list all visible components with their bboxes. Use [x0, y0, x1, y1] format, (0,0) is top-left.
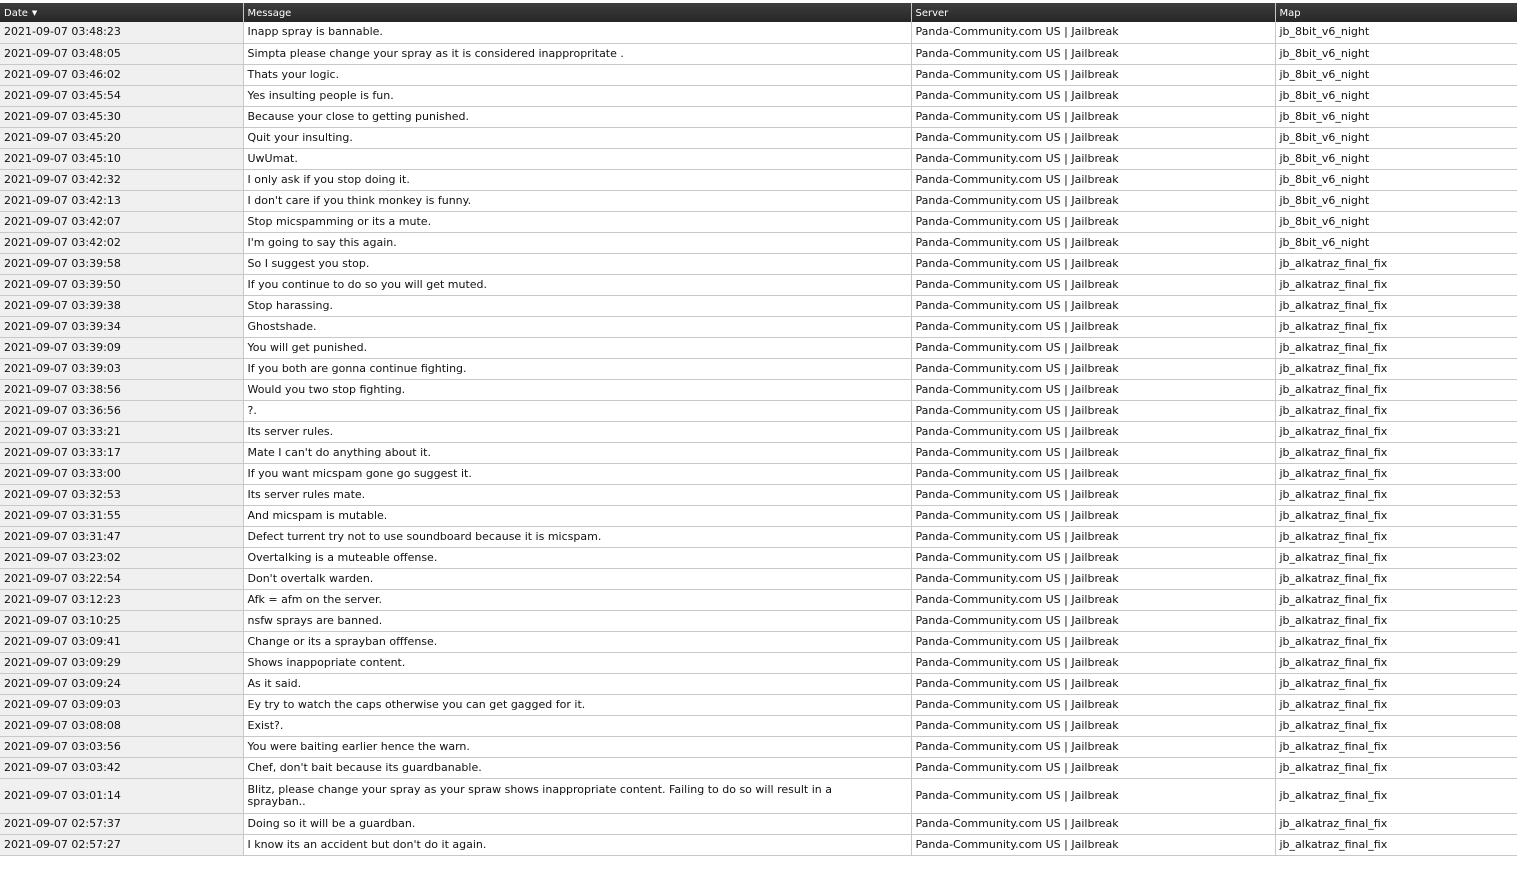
cell-date: 2021-09-07 03:33:21 — [0, 421, 243, 442]
cell-date: 2021-09-07 03:36:56 — [0, 400, 243, 421]
cell-server: Panda-Community.com US | Jailbreak — [911, 610, 1275, 631]
cell-server: Panda-Community.com US | Jailbreak — [911, 85, 1275, 106]
cell-map: jb_alkatraz_final_fix — [1275, 736, 1517, 757]
cell-date: 2021-09-07 03:33:00 — [0, 463, 243, 484]
cell-server: Panda-Community.com US | Jailbreak — [911, 358, 1275, 379]
cell-map: jb_alkatraz_final_fix — [1275, 631, 1517, 652]
cell-message: UwUmat. — [243, 148, 911, 169]
table-row[interactable] — [0, 715, 1517, 736]
cell-message: ?. — [243, 400, 911, 421]
cell-server: Panda-Community.com US | Jailbreak — [911, 64, 1275, 85]
cell-date: 2021-09-07 03:09:03 — [0, 694, 243, 715]
cell-server: Panda-Community.com US | Jailbreak — [911, 169, 1275, 190]
column-header-date[interactable] — [0, 3, 243, 22]
table-row[interactable] — [0, 673, 1517, 694]
cell-message: If you continue to do so you will get muted. — [243, 274, 911, 295]
cell-date: 2021-09-07 03:45:54 — [0, 85, 243, 106]
cell-message: And micspam is mutable. — [243, 505, 911, 526]
cell-date: 2021-09-07 03:22:54 — [0, 568, 243, 589]
cell-message: Blitz, please change your spray as your spraw shows inappropriate content. Failing to do so will result in a sprayban.. — [243, 778, 911, 813]
cell-message: Yes insulting people is fun. — [243, 85, 911, 106]
table-row[interactable] — [0, 505, 1517, 526]
cell-date: 2021-09-07 03:03:42 — [0, 757, 243, 778]
cell-server: Panda-Community.com US | Jailbreak — [911, 834, 1275, 855]
cell-map: jb_8bit_v6_night — [1275, 85, 1517, 106]
cell-message: Don't overtalk warden. — [243, 568, 911, 589]
table-row[interactable] — [0, 337, 1517, 358]
cell-message: Because your close to getting punished. — [243, 106, 911, 127]
table-row[interactable] — [0, 442, 1517, 463]
table-row[interactable] — [0, 379, 1517, 400]
cell-map: jb_alkatraz_final_fix — [1275, 813, 1517, 834]
cell-date: 2021-09-07 03:48:05 — [0, 43, 243, 64]
table-row[interactable] — [0, 547, 1517, 568]
table-row[interactable] — [0, 22, 1517, 43]
cell-date: 2021-09-07 03:31:47 — [0, 526, 243, 547]
cell-map: jb_alkatraz_final_fix — [1275, 610, 1517, 631]
table-row[interactable] — [0, 834, 1517, 855]
cell-server: Panda-Community.com US | Jailbreak — [911, 253, 1275, 274]
cell-map: jb_alkatraz_final_fix — [1275, 274, 1517, 295]
cell-server: Panda-Community.com US | Jailbreak — [911, 379, 1275, 400]
table-row[interactable] — [0, 421, 1517, 442]
table-row[interactable] — [0, 652, 1517, 673]
cell-map: jb_alkatraz_final_fix — [1275, 316, 1517, 337]
cell-map: jb_alkatraz_final_fix — [1275, 253, 1517, 274]
cell-map: jb_alkatraz_final_fix — [1275, 463, 1517, 484]
cell-message: Mate I can't do anything about it. — [243, 442, 911, 463]
cell-date: 2021-09-07 03:45:10 — [0, 148, 243, 169]
cell-date: 2021-09-07 03:09:41 — [0, 631, 243, 652]
column-header-server-label: Server — [915, 8, 949, 19]
cell-map: jb_8bit_v6_night — [1275, 106, 1517, 127]
sort-descending-icon: ▼ — [31, 9, 38, 17]
cell-server: Panda-Community.com US | Jailbreak — [911, 736, 1275, 757]
cell-server: Panda-Community.com US | Jailbreak — [911, 526, 1275, 547]
cell-message: As it said. — [243, 673, 911, 694]
cell-message: Defect turrent try not to use soundboard because it is micspam. — [243, 526, 911, 547]
cell-date: 2021-09-07 03:46:02 — [0, 64, 243, 85]
cell-server: Panda-Community.com US | Jailbreak — [911, 505, 1275, 526]
cell-server: Panda-Community.com US | Jailbreak — [911, 547, 1275, 568]
cell-map: jb_alkatraz_final_fix — [1275, 694, 1517, 715]
cell-map: jb_8bit_v6_night — [1275, 190, 1517, 211]
cell-server: Panda-Community.com US | Jailbreak — [911, 22, 1275, 43]
table-row[interactable] — [0, 106, 1517, 127]
cell-map: jb_alkatraz_final_fix — [1275, 379, 1517, 400]
cell-server: Panda-Community.com US | Jailbreak — [911, 316, 1275, 337]
column-header-message[interactable] — [243, 3, 911, 22]
cell-date: 2021-09-07 03:33:17 — [0, 442, 243, 463]
table-row[interactable] — [0, 463, 1517, 484]
table-row[interactable] — [0, 64, 1517, 85]
cell-map: jb_alkatraz_final_fix — [1275, 337, 1517, 358]
column-header-map-label: Map — [1279, 8, 1301, 19]
table-row[interactable] — [0, 484, 1517, 505]
cell-map: jb_alkatraz_final_fix — [1275, 715, 1517, 736]
cell-message: Stop micspamming or its a mute. — [243, 211, 911, 232]
cell-map: jb_8bit_v6_night — [1275, 43, 1517, 64]
table-row[interactable] — [0, 631, 1517, 652]
table-row[interactable] — [0, 43, 1517, 64]
cell-server: Panda-Community.com US | Jailbreak — [911, 43, 1275, 64]
cell-server: Panda-Community.com US | Jailbreak — [911, 211, 1275, 232]
table-row[interactable] — [0, 211, 1517, 232]
cell-message: Inapp spray is bannable. — [243, 22, 911, 43]
cell-map: jb_alkatraz_final_fix — [1275, 526, 1517, 547]
cell-message: Its server rules mate. — [243, 484, 911, 505]
cell-server: Panda-Community.com US | Jailbreak — [911, 190, 1275, 211]
cell-date: 2021-09-07 03:42:07 — [0, 211, 243, 232]
table-row[interactable] — [0, 400, 1517, 421]
cell-map: jb_8bit_v6_night — [1275, 64, 1517, 85]
cell-date: 2021-09-07 03:39:03 — [0, 358, 243, 379]
cell-date: 2021-09-07 03:42:32 — [0, 169, 243, 190]
cell-date: 2021-09-07 03:42:02 — [0, 232, 243, 253]
cell-server: Panda-Community.com US | Jailbreak — [911, 127, 1275, 148]
table-row[interactable] — [0, 127, 1517, 148]
cell-message: If you both are gonna continue fighting. — [243, 358, 911, 379]
cell-server: Panda-Community.com US | Jailbreak — [911, 232, 1275, 253]
cell-map: jb_alkatraz_final_fix — [1275, 589, 1517, 610]
cell-server: Panda-Community.com US | Jailbreak — [911, 106, 1275, 127]
column-header-map[interactable] — [1275, 3, 1517, 22]
cell-message: Its server rules. — [243, 421, 911, 442]
cell-date: 2021-09-07 02:57:27 — [0, 834, 243, 855]
table-row[interactable] — [0, 568, 1517, 589]
cell-server: Panda-Community.com US | Jailbreak — [911, 631, 1275, 652]
cell-map: jb_alkatraz_final_fix — [1275, 547, 1517, 568]
table-row[interactable] — [0, 526, 1517, 547]
cell-server: Panda-Community.com US | Jailbreak — [911, 652, 1275, 673]
chat-log-table — [0, 3, 1517, 856]
cell-message: If you want micspam gone go suggest it. — [243, 463, 911, 484]
cell-message: I only ask if you stop doing it. — [243, 169, 911, 190]
cell-map: jb_8bit_v6_night — [1275, 232, 1517, 253]
cell-message: Overtalking is a muteable offense. — [243, 547, 911, 568]
cell-map: jb_alkatraz_final_fix — [1275, 673, 1517, 694]
column-header-date-label: Date — [4, 8, 28, 19]
cell-map: jb_alkatraz_final_fix — [1275, 400, 1517, 421]
cell-date: 2021-09-07 03:08:08 — [0, 715, 243, 736]
cell-map: jb_alkatraz_final_fix — [1275, 484, 1517, 505]
table-row[interactable] — [0, 813, 1517, 834]
cell-server: Panda-Community.com US | Jailbreak — [911, 295, 1275, 316]
cell-message: Afk = afm on the server. — [243, 589, 911, 610]
cell-server: Panda-Community.com US | Jailbreak — [911, 400, 1275, 421]
cell-map: jb_alkatraz_final_fix — [1275, 442, 1517, 463]
cell-server: Panda-Community.com US | Jailbreak — [911, 337, 1275, 358]
cell-server: Panda-Community.com US | Jailbreak — [911, 463, 1275, 484]
table-row[interactable] — [0, 358, 1517, 379]
table-row[interactable] — [0, 295, 1517, 316]
cell-date: 2021-09-07 03:03:56 — [0, 736, 243, 757]
cell-message: Simpta please change your spray as it is considered inappropritate . — [243, 43, 911, 64]
cell-message: Change or its a sprayban offfense. — [243, 631, 911, 652]
cell-map: jb_8bit_v6_night — [1275, 127, 1517, 148]
table-row[interactable] — [0, 232, 1517, 253]
cell-date: 2021-09-07 03:32:53 — [0, 484, 243, 505]
table-row[interactable] — [0, 736, 1517, 757]
cell-date: 2021-09-07 03:10:25 — [0, 610, 243, 631]
cell-map: jb_alkatraz_final_fix — [1275, 778, 1517, 813]
cell-message: Ey try to watch the caps otherwise you can get gagged for it. — [243, 694, 911, 715]
cell-date: 2021-09-07 03:23:02 — [0, 547, 243, 568]
cell-server: Panda-Community.com US | Jailbreak — [911, 813, 1275, 834]
cell-server: Panda-Community.com US | Jailbreak — [911, 589, 1275, 610]
cell-date: 2021-09-07 03:42:13 — [0, 190, 243, 211]
table-row[interactable] — [0, 274, 1517, 295]
cell-date: 2021-09-07 03:09:24 — [0, 673, 243, 694]
cell-map: jb_8bit_v6_night — [1275, 169, 1517, 190]
table-row[interactable] — [0, 148, 1517, 169]
table-row[interactable] — [0, 169, 1517, 190]
table-row[interactable] — [0, 757, 1517, 778]
column-header-message-label: Message — [247, 8, 292, 19]
table-row[interactable] — [0, 85, 1517, 106]
cell-date: 2021-09-07 03:39:34 — [0, 316, 243, 337]
cell-date: 2021-09-07 03:39:58 — [0, 253, 243, 274]
cell-date: 2021-09-07 03:31:55 — [0, 505, 243, 526]
table-header — [0, 3, 1517, 22]
table-row[interactable] — [0, 190, 1517, 211]
cell-message: I know its an accident but don't do it again. — [243, 834, 911, 855]
cell-server: Panda-Community.com US | Jailbreak — [911, 694, 1275, 715]
cell-map: jb_8bit_v6_night — [1275, 211, 1517, 232]
cell-server: Panda-Community.com US | Jailbreak — [911, 673, 1275, 694]
table-row[interactable] — [0, 589, 1517, 610]
cell-message: Would you two stop fighting. — [243, 379, 911, 400]
cell-message: You were baiting earlier hence the warn. — [243, 736, 911, 757]
cell-date: 2021-09-07 03:39:50 — [0, 274, 243, 295]
table-row[interactable] — [0, 316, 1517, 337]
cell-message: Doing so it will be a guardban. — [243, 813, 911, 834]
cell-message: Shows inappopriate content. — [243, 652, 911, 673]
cell-map: jb_alkatraz_final_fix — [1275, 295, 1517, 316]
cell-date: 2021-09-07 03:45:20 — [0, 127, 243, 148]
cell-date: 2021-09-07 03:45:30 — [0, 106, 243, 127]
cell-message: I'm going to say this again. — [243, 232, 911, 253]
table-row[interactable] — [0, 610, 1517, 631]
cell-map: jb_alkatraz_final_fix — [1275, 757, 1517, 778]
cell-server: Panda-Community.com US | Jailbreak — [911, 715, 1275, 736]
cell-date: 2021-09-07 03:12:23 — [0, 589, 243, 610]
cell-server: Panda-Community.com US | Jailbreak — [911, 778, 1275, 813]
cell-message: Exist?. — [243, 715, 911, 736]
cell-server: Panda-Community.com US | Jailbreak — [911, 421, 1275, 442]
table-row[interactable] — [0, 253, 1517, 274]
cell-map: jb_alkatraz_final_fix — [1275, 421, 1517, 442]
cell-date: 2021-09-07 02:57:37 — [0, 813, 243, 834]
cell-date: 2021-09-07 03:38:56 — [0, 379, 243, 400]
cell-message: You will get punished. — [243, 337, 911, 358]
cell-date: 2021-09-07 03:09:29 — [0, 652, 243, 673]
table-row[interactable] — [0, 778, 1517, 813]
cell-message: I don't care if you think monkey is funny. — [243, 190, 911, 211]
cell-message: Ghostshade. — [243, 316, 911, 337]
cell-message: Stop harassing. — [243, 295, 911, 316]
cell-server: Panda-Community.com US | Jailbreak — [911, 274, 1275, 295]
cell-server: Panda-Community.com US | Jailbreak — [911, 484, 1275, 505]
cell-date: 2021-09-07 03:01:14 — [0, 778, 243, 813]
cell-map: jb_8bit_v6_night — [1275, 22, 1517, 43]
cell-map: jb_alkatraz_final_fix — [1275, 505, 1517, 526]
column-header-server[interactable] — [911, 3, 1275, 22]
cell-map: jb_alkatraz_final_fix — [1275, 568, 1517, 589]
cell-server: Panda-Community.com US | Jailbreak — [911, 568, 1275, 589]
cell-message: Quit your insulting. — [243, 127, 911, 148]
cell-server: Panda-Community.com US | Jailbreak — [911, 757, 1275, 778]
cell-date: 2021-09-07 03:39:38 — [0, 295, 243, 316]
table-row[interactable] — [0, 694, 1517, 715]
cell-map: jb_alkatraz_final_fix — [1275, 652, 1517, 673]
cell-server: Panda-Community.com US | Jailbreak — [911, 148, 1275, 169]
cell-message: Thats your logic. — [243, 64, 911, 85]
cell-date: 2021-09-07 03:39:09 — [0, 337, 243, 358]
cell-map: jb_alkatraz_final_fix — [1275, 834, 1517, 855]
cell-map: jb_8bit_v6_night — [1275, 148, 1517, 169]
cell-message: nsfw sprays are banned. — [243, 610, 911, 631]
cell-date: 2021-09-07 03:48:23 — [0, 22, 243, 43]
cell-message: Chef, don't bait because its guardbanable. — [243, 757, 911, 778]
cell-server: Panda-Community.com US | Jailbreak — [911, 442, 1275, 463]
cell-map: jb_alkatraz_final_fix — [1275, 358, 1517, 379]
table-body — [0, 22, 1517, 855]
cell-message: So I suggest you stop. — [243, 253, 911, 274]
